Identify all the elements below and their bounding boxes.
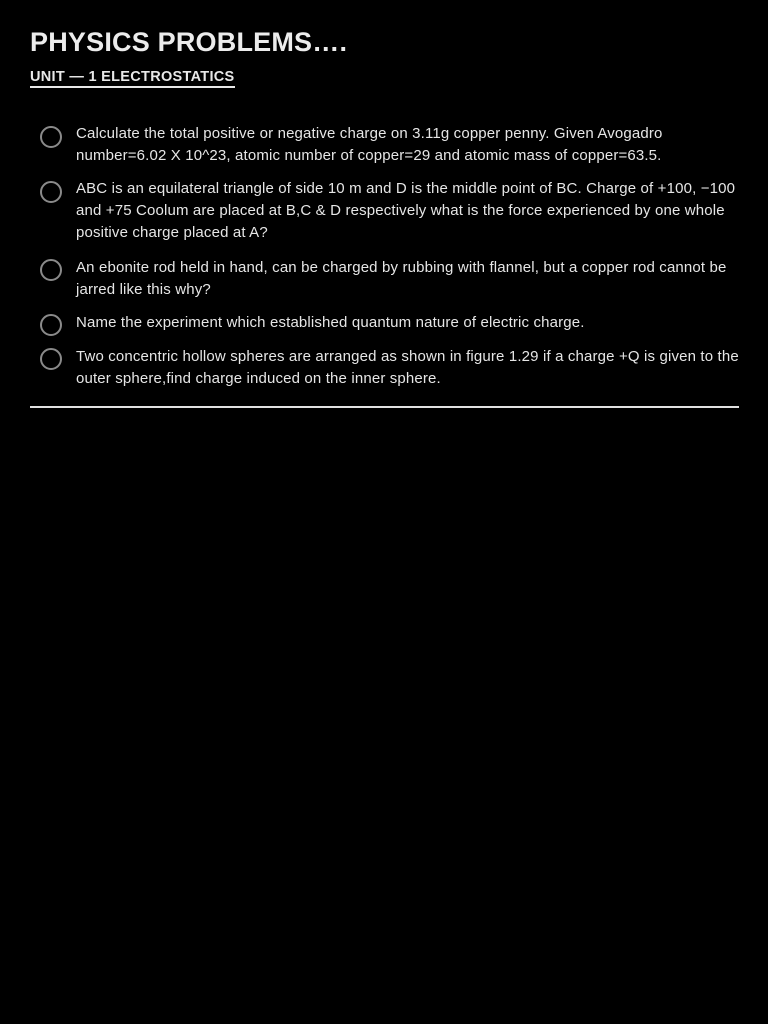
unit-heading[interactable]: UNIT — 1 ELECTROSTATICS <box>30 69 235 88</box>
empty-circle-checkbox-icon[interactable] <box>40 126 62 148</box>
note-title[interactable]: PHYSICS PROBLEMS…. <box>30 27 348 57</box>
checklist-item-text[interactable]: Two concentric hollow spheres are arranged as shown in figure 1.29 if a charge +Q is given to the outer sphere,find charge induced on the inner sphere. <box>76 348 739 387</box>
checklist-item-text[interactable]: Name the experiment which established quantum nature of electric charge. <box>76 314 585 331</box>
checklist-item-text[interactable]: Calculate the total positive or negative charge on 3.11g copper penny. Given Avogadro number=6.02 X 10^23, atomic number of copper=29 and atomic mass of copper=63.5. <box>76 125 663 164</box>
checklist-item-text[interactable]: An ebonite rod held in hand, can be charged by rubbing with flannel, but a copper rod cannot be jarred like this why? <box>76 259 727 298</box>
checklist-item-text[interactable]: ABC is an equilateral triangle of side 10 m and D is the middle point of BC. Charge of +100, −100 and +75 Coolum are placed at B,C & D respectively what is the force experienced by one whole positive charge placed at A? <box>76 180 736 241</box>
empty-circle-checkbox-icon[interactable] <box>40 259 62 281</box>
empty-circle-checkbox-icon[interactable] <box>40 181 62 203</box>
divider-line <box>30 406 739 408</box>
empty-circle-checkbox-icon[interactable] <box>40 314 62 336</box>
empty-circle-checkbox-icon[interactable] <box>40 348 62 370</box>
